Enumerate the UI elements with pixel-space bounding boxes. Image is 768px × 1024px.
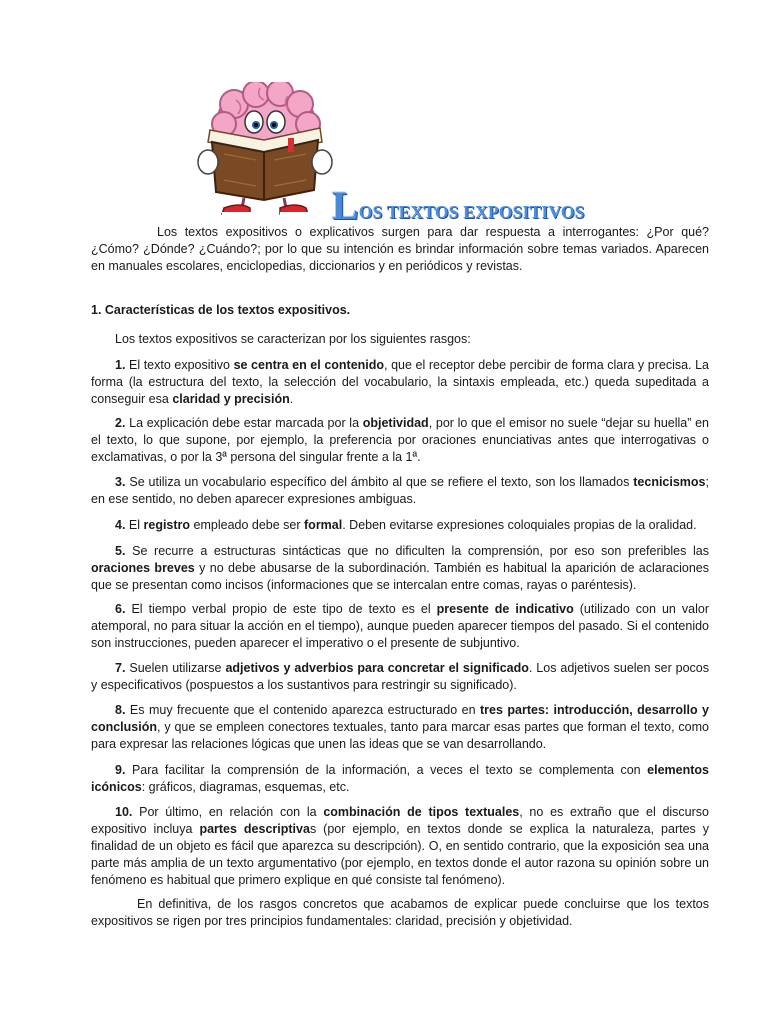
item-number: 8. bbox=[115, 703, 126, 717]
item-number: 6. bbox=[115, 602, 126, 616]
item-emphasis: claridad y precisión bbox=[172, 392, 290, 406]
item-number: 1. bbox=[115, 358, 126, 372]
item-text: . Los adjetivos suelen ser pocos y especificativos (pospuestos a los sustantivos para restringir su significado). bbox=[91, 661, 709, 692]
item-number: 9. bbox=[115, 763, 126, 777]
item-text: El bbox=[125, 518, 144, 532]
item-number: 5. bbox=[115, 544, 126, 558]
item-number: 3. bbox=[115, 475, 126, 489]
item-emphasis: formal bbox=[304, 518, 343, 532]
item-text: : gráficos, diagramas, esquemas, etc. bbox=[141, 780, 350, 794]
feature-item bbox=[91, 543, 709, 594]
item-text: y no debe abusarse de la subordinación. También es habitual la aparición de aclaraciones que se presentan como incisos (informaciones que se intercalan entre comas, rayas o paréntesis). bbox=[91, 561, 709, 592]
section-heading: 1. Características de los textos expositivos. bbox=[91, 303, 351, 317]
item-emphasis: partes descriptiva bbox=[199, 822, 310, 836]
closing-paragraph: En definitiva, de los rasgos concretos que acabamos de explicar puede concluirse que los textos expositivos se rigen por tres principios fundamentales: claridad, precisión y objetividad. bbox=[91, 897, 709, 928]
feature-item bbox=[91, 517, 709, 534]
item-number: 10. bbox=[115, 805, 133, 819]
document-title bbox=[332, 183, 585, 228]
intro-paragraph: Los textos expositivos o explicativos surgen para dar respuesta a interrogantes: ¿Por qué? ¿Cómo? ¿Dónde? ¿Cuándo?; por lo que su intención es brindar información sobre temas variados. Aparecen en manuales escolares, enciclopedias, diccionarios y en periódicos y revistas. bbox=[91, 225, 709, 273]
feature-item bbox=[91, 804, 709, 889]
item-emphasis: tres partes: introducción, desarrollo y conclusión bbox=[91, 703, 709, 734]
item-text: Es muy frecuente que el contenido aparezca estructurado en bbox=[125, 703, 480, 717]
feature-item bbox=[91, 601, 709, 652]
feature-item bbox=[91, 660, 709, 694]
item-emphasis: adjetivos y adverbios para concretar el significado bbox=[225, 661, 529, 675]
title-initial: L bbox=[332, 183, 359, 228]
item-text: , y que se empleen conectores textuales, tanto para marcar esas partes que forman el texto, como para expresar las relaciones lógicas que unen las ideas que se van desarrollando. bbox=[91, 720, 709, 751]
item-emphasis: registro bbox=[143, 518, 191, 532]
item-text: ; en ese sentido, no deben aparecer expresiones ambiguas. bbox=[91, 475, 709, 506]
item-text: Se recurre a estructuras sintácticas que no dificulten la comprensión, por eso son preferibles las bbox=[125, 544, 709, 558]
item-emphasis: tecnicismos bbox=[633, 475, 706, 489]
title-text: OS TEXTOS EXPOSITIVOS bbox=[358, 202, 585, 222]
item-text: Por último, en relación con la bbox=[132, 805, 324, 819]
item-text: , que el receptor debe percibir de forma clara y precisa. La forma (la estructura del texto, la selección del vocabulario, la sintaxis empleada, etc.) queda supeditada a conseguir esa bbox=[91, 358, 710, 406]
item-text: El texto expositivo bbox=[125, 358, 234, 372]
item-number: 4. bbox=[115, 518, 126, 532]
item-text: Suelen utilizarse bbox=[125, 661, 226, 675]
item-text: empleado debe ser bbox=[190, 518, 305, 532]
item-text: El tiempo verbal propio de este tipo de texto es el bbox=[125, 602, 437, 616]
feature-item bbox=[91, 474, 709, 508]
item-text: . bbox=[289, 392, 294, 406]
item-text: (utilizado con un valor atemporal, no para situar la acción en el tiempo), aunque pueden aparecer tiempos del pasado. Si el contenido son instrucciones, pueden aparecer el imperativo o el presente de subjuntivo. bbox=[91, 602, 709, 650]
item-emphasis: combinación de tipos textuales bbox=[323, 805, 520, 819]
brain-reading-book-icon bbox=[196, 82, 336, 220]
item-text: , no es extraño que el discurso expositivo incluya bbox=[91, 805, 709, 836]
feature-item bbox=[91, 762, 709, 796]
feature-item bbox=[91, 357, 709, 408]
item-text: . Deben evitarse expresiones coloquiales propias de la oralidad. bbox=[342, 518, 697, 532]
item-emphasis: elementos icónicos bbox=[91, 763, 709, 794]
item-text: Para facilitar la comprensión de la información, a veces el texto se complementa con bbox=[125, 763, 648, 777]
feature-item bbox=[91, 415, 709, 466]
item-text: s (por ejemplo, en textos donde se explica la naturaleza, partes y finalidad de un objeto es fácil que aparezca su descripción). O, en sentido contrario, que la exposición sea una parte más amplia de un texto argumentativo (por ejemplo, en textos donde el autor razona su opinión sobre un fenómeno es habitual que primero explique en qué consiste tal fenómeno). bbox=[91, 822, 709, 887]
item-emphasis: oraciones breves bbox=[91, 561, 195, 575]
item-text: , por lo que el emisor no suele “dejar su huella” en el texto, lo que supone, por ejemplo, la preferencia por oraciones enunciativas antes que interrogativas o exclamativas, o por la 3ª persona del singular frente a la 1ª. bbox=[91, 416, 709, 464]
item-emphasis: se centra en el contenido bbox=[233, 358, 385, 372]
item-emphasis: presente de indicativo bbox=[436, 602, 574, 616]
lead-sentence: Los textos expositivos se caracterizan por los siguientes rasgos: bbox=[115, 332, 471, 346]
feature-item bbox=[91, 702, 709, 753]
item-emphasis: objetividad bbox=[362, 416, 429, 430]
item-number: 7. bbox=[115, 661, 126, 675]
item-text: Se utiliza un vocabulario específico del ámbito al que se refiere el texto, son los llamados bbox=[125, 475, 634, 489]
item-number: 2. bbox=[115, 416, 126, 430]
item-text: La explicación debe estar marcada por la bbox=[125, 416, 363, 430]
